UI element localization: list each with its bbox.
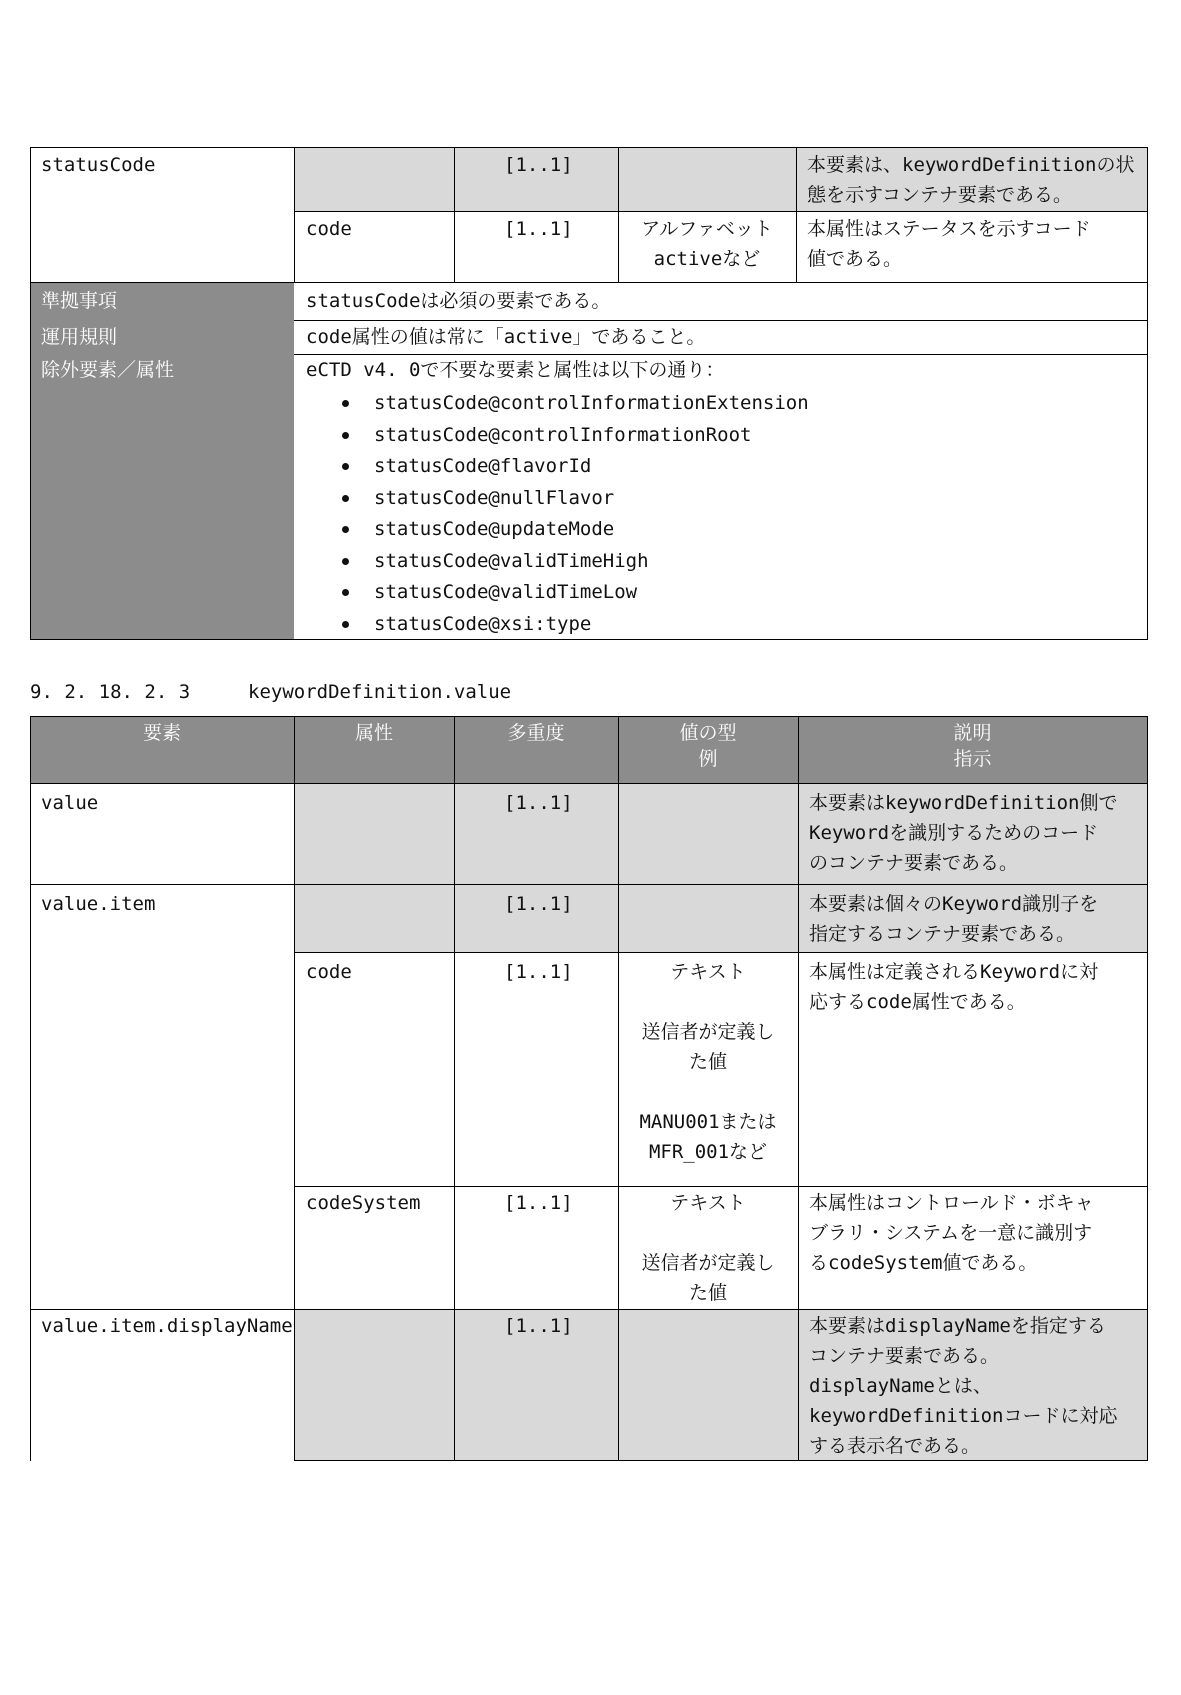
bullet-icon: [342, 558, 349, 565]
displayname-element-cell: value.item.displayName: [41, 1315, 293, 1337]
t1-line: [30, 147, 1148, 148]
conformance-label: 準拠事項: [41, 290, 118, 312]
t1-line: [1147, 147, 1148, 640]
code-attr-cell: code: [306, 218, 352, 240]
excluded-item: statusCode@xsi:type: [374, 612, 592, 635]
item-code-desc-cell: 本属性は定義されるKeywordに対 応するcode属性である。: [809, 961, 1099, 1013]
excluded-item: statusCode@updateMode: [374, 518, 615, 540]
t2-header-type-1: 値の型: [679, 722, 737, 744]
item-codesystem-attr-cell: codeSystem: [306, 1192, 421, 1214]
code-mult-cell: [1..1]: [504, 218, 573, 240]
t2-line: [30, 884, 1148, 885]
excluded-item: statusCode@nullFlavor: [374, 486, 615, 509]
t1-line: [30, 147, 31, 640]
bullet-icon: [342, 589, 349, 596]
value-element-cell: value: [41, 792, 99, 814]
item-codesystem-mult-cell: [1..1]: [504, 1192, 573, 1214]
item-code-mult-cell: [1..1]: [504, 961, 573, 983]
t1-line: [30, 639, 1148, 640]
item-codesystem-desc-cell: 本属性はコントロールド・ボキャ ブラリ・システムを一意に識別す るcodeSystem値である。: [809, 1192, 1094, 1274]
bullet-icon: [342, 495, 349, 502]
t2-line: [294, 1186, 1148, 1187]
status-row-type-bg: [618, 147, 796, 211]
code-desc-cell: 本属性はステータスを示すコード 値である。: [807, 218, 1091, 270]
t2-line: [30, 1309, 1148, 1310]
t2-line: [798, 716, 799, 1461]
item-codesystem-type-cell: テキスト 送信者が定義し た値: [641, 1192, 775, 1304]
t1-line: [294, 320, 1148, 321]
t2-header-multiplicity: 多重度: [507, 722, 565, 744]
excluded-label-bg: [30, 354, 294, 639]
t2-line: [294, 716, 295, 1461]
t2-header-attribute: 属性: [354, 722, 393, 744]
bullet-icon: [342, 621, 349, 628]
section-title: keywordDefinition.value: [248, 681, 512, 703]
t1-line: [294, 211, 1148, 212]
t2-header-desc-2: 指示: [953, 748, 992, 770]
code-type-cell: アルファベット activeなど: [641, 218, 773, 270]
excluded-intro: eCTD v4. 0で不要な要素と属性は以下の通り：: [306, 359, 725, 381]
t1-line: [294, 147, 295, 282]
excluded-item: statusCode@validTimeHigh: [374, 549, 649, 572]
status-element-cell: statusCode: [41, 154, 156, 176]
t2-line: [454, 716, 455, 1461]
t1-line: [30, 282, 1148, 283]
excluded-label: 除外要素／属性: [41, 359, 175, 381]
excluded-item: statusCode@flavorId: [374, 455, 592, 477]
item-code-attr-cell: code: [306, 961, 352, 983]
bullet-icon: [342, 400, 349, 407]
t2-line: [294, 952, 1148, 953]
t2-line: [30, 716, 31, 1461]
rule-text: code属性の値は常に「active」であること。: [306, 326, 706, 348]
item-code-type-cell: テキスト 送信者が定義し た値 MANU001または MFR_001など: [639, 961, 777, 1163]
t2-line: [30, 716, 1148, 717]
status-mult-cell: [1..1]: [504, 154, 573, 176]
t2-line: [1147, 716, 1148, 1461]
status-row-attr-bg: [294, 147, 454, 211]
t2-line: [30, 783, 1148, 784]
excluded-item: statusCode@controlInformationRoot: [374, 423, 752, 446]
conformance-text: statusCodeは必須の要素である。: [306, 290, 611, 312]
t2-header-element: 要素: [142, 722, 181, 744]
t2-header-type-2: 例: [698, 748, 718, 770]
status-desc-cell: 本要素は、keywordDefinitionの状 態を示すコンテナ要素である。: [807, 154, 1135, 206]
displayname-desc-cell: 本要素はdisplayNameを指定する コンテナ要素である。 displayNameとは、 keywordDefinitionコードに対応 する表示名である。: [809, 1315, 1118, 1457]
value-item-mult-cell: [1..1]: [504, 893, 573, 915]
excluded-item: statusCode@validTimeLow: [374, 581, 638, 603]
excluded-item: statusCode@controlInformationExtension: [374, 392, 809, 414]
bullet-icon: [342, 526, 349, 533]
value-mult-cell: [1..1]: [504, 792, 573, 814]
section-number: 9. 2. 18. 2. 3: [30, 681, 191, 703]
displayname-mult-cell: [1..1]: [504, 1315, 573, 1337]
t1-line: [796, 147, 797, 282]
value-item-element-cell: value.item: [41, 893, 156, 915]
t2-header-desc-1: 説明: [953, 722, 992, 744]
bullet-icon: [342, 463, 349, 470]
rule-label: 運用規則: [41, 326, 118, 348]
t1-line: [454, 147, 455, 282]
value-desc-cell: 本要素はkeywordDefinition側で Keywordを識別するためのコード のコンテナ要素である。: [809, 792, 1118, 874]
bullet-icon: [342, 432, 349, 439]
value-item-desc-cell: 本要素は個々のKeyword識別子を 指定するコンテナ要素である。: [809, 893, 1099, 945]
